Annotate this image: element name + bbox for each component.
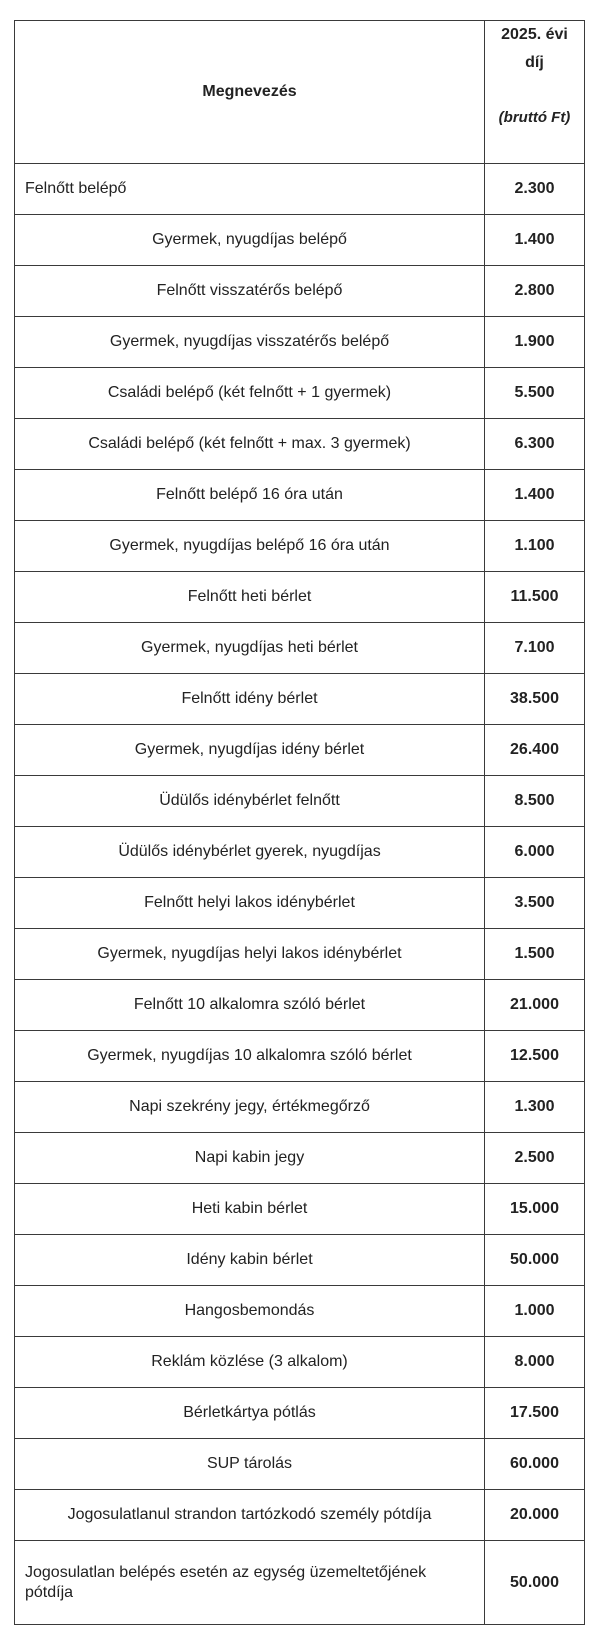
column-header-price-unit: (bruttó Ft) xyxy=(498,109,571,126)
table-row xyxy=(15,1439,585,1490)
row-name-cell: Felnőtt belépő 16 óra után xyxy=(15,470,485,521)
row-price-cell: 60.000 xyxy=(485,1439,585,1490)
row-price-cell: 3.500 xyxy=(485,878,585,929)
row-price-cell: 7.100 xyxy=(485,623,585,674)
row-name-cell: Napi szekrény jegy, értékmegőrző xyxy=(15,1082,485,1133)
table-row xyxy=(15,725,585,776)
row-price-cell: 17.500 xyxy=(485,1388,585,1439)
row-name-cell: Gyermek, nyugdíjas belépő xyxy=(15,215,485,266)
row-price-cell: 50.000 xyxy=(485,1235,585,1286)
row-price-cell: 1.300 xyxy=(485,1082,585,1133)
table-header-row xyxy=(15,21,585,164)
row-name-cell: Bérletkártya pótlás xyxy=(15,1388,485,1439)
table-row xyxy=(15,368,585,419)
row-name-cell: Gyermek, nyugdíjas visszatérős belépő xyxy=(15,317,485,368)
row-name-cell: Idény kabin bérlet xyxy=(15,1235,485,1286)
table-row xyxy=(15,776,585,827)
row-name-cell: Felnőtt visszatérős belépő xyxy=(15,266,485,317)
row-price-cell: 15.000 xyxy=(485,1184,585,1235)
row-price-cell: 8.500 xyxy=(485,776,585,827)
row-name-cell: Gyermek, nyugdíjas heti bérlet xyxy=(15,623,485,674)
row-name-cell: Napi kabin jegy xyxy=(15,1133,485,1184)
table-row xyxy=(15,1184,585,1235)
row-price-cell: 6.000 xyxy=(485,827,585,878)
table-row xyxy=(15,1286,585,1337)
row-name-cell: Jogosulatlan belépés esetén az egység üzemeltetőjének pótdíja xyxy=(15,1541,485,1625)
row-name-cell: Gyermek, nyugdíjas 10 alkalomra szóló bérlet xyxy=(15,1031,485,1082)
table-row xyxy=(15,929,585,980)
row-name-cell: Reklám közlése (3 alkalom) xyxy=(15,1337,485,1388)
column-header-price-year: 2025. évi díj xyxy=(501,26,568,71)
row-price-cell: 2.500 xyxy=(485,1133,585,1184)
row-price-cell: 20.000 xyxy=(485,1490,585,1541)
row-name-cell: Felnőtt 10 alkalomra szóló bérlet xyxy=(15,980,485,1031)
row-name-cell: Heti kabin bérlet xyxy=(15,1184,485,1235)
row-name-cell: Üdülős idénybérlet gyerek, nyugdíjas xyxy=(15,827,485,878)
row-name-cell: Felnőtt belépő xyxy=(15,164,485,215)
row-name-cell: Üdülős idénybérlet felnőtt xyxy=(15,776,485,827)
row-price-cell: 12.500 xyxy=(485,1031,585,1082)
table-row xyxy=(15,164,585,215)
table-row xyxy=(15,1541,585,1625)
row-name-cell: Felnőtt heti bérlet xyxy=(15,572,485,623)
table-row xyxy=(15,1388,585,1439)
table-row xyxy=(15,1133,585,1184)
row-name-cell: Felnőtt helyi lakos idénybérlet xyxy=(15,878,485,929)
table-row xyxy=(15,1031,585,1082)
table-row xyxy=(15,215,585,266)
row-price-cell: 1.000 xyxy=(485,1286,585,1337)
row-name-cell: SUP tárolás xyxy=(15,1439,485,1490)
row-price-cell: 1.400 xyxy=(485,470,585,521)
table-row xyxy=(15,266,585,317)
row-price-cell: 50.000 xyxy=(485,1541,585,1625)
row-name-cell: Gyermek, nyugdíjas helyi lakos idénybérlet xyxy=(15,929,485,980)
row-name-cell: Hangosbemondás xyxy=(15,1286,485,1337)
row-price-cell: 11.500 xyxy=(485,572,585,623)
row-price-cell: 1.500 xyxy=(485,929,585,980)
table-row xyxy=(15,1490,585,1541)
column-header-price xyxy=(485,21,585,164)
price-table xyxy=(14,20,585,1625)
row-price-cell: 6.300 xyxy=(485,419,585,470)
table-row xyxy=(15,674,585,725)
row-name-cell: Gyermek, nyugdíjas idény bérlet xyxy=(15,725,485,776)
row-price-cell: 2.800 xyxy=(485,266,585,317)
row-name-cell: Jogosulatlanul strandon tartózkodó személy pótdíja xyxy=(15,1490,485,1541)
row-price-cell: 38.500 xyxy=(485,674,585,725)
row-price-cell: 21.000 xyxy=(485,980,585,1031)
table-row xyxy=(15,572,585,623)
row-price-cell: 2.300 xyxy=(485,164,585,215)
table-row xyxy=(15,317,585,368)
row-price-cell: 1.100 xyxy=(485,521,585,572)
row-price-cell: 1.400 xyxy=(485,215,585,266)
row-price-cell: 8.000 xyxy=(485,1337,585,1388)
row-name-cell: Gyermek, nyugdíjas belépő 16 óra után xyxy=(15,521,485,572)
row-name-cell: Családi belépő (két felnőtt + max. 3 gyermek) xyxy=(15,419,485,470)
table-row xyxy=(15,419,585,470)
table-row xyxy=(15,623,585,674)
row-price-cell: 5.500 xyxy=(485,368,585,419)
row-price-cell: 1.900 xyxy=(485,317,585,368)
column-header-name: Megnevezés xyxy=(15,21,485,164)
row-name-cell: Családi belépő (két felnőtt + 1 gyermek) xyxy=(15,368,485,419)
table-row xyxy=(15,1235,585,1286)
table-row xyxy=(15,470,585,521)
table-row xyxy=(15,521,585,572)
row-price-cell: 26.400 xyxy=(485,725,585,776)
table-row xyxy=(15,827,585,878)
row-name-cell: Felnőtt idény bérlet xyxy=(15,674,485,725)
table-row xyxy=(15,1082,585,1133)
table-row xyxy=(15,1337,585,1388)
table-body xyxy=(15,164,585,1625)
table-row xyxy=(15,878,585,929)
table-row xyxy=(15,980,585,1031)
